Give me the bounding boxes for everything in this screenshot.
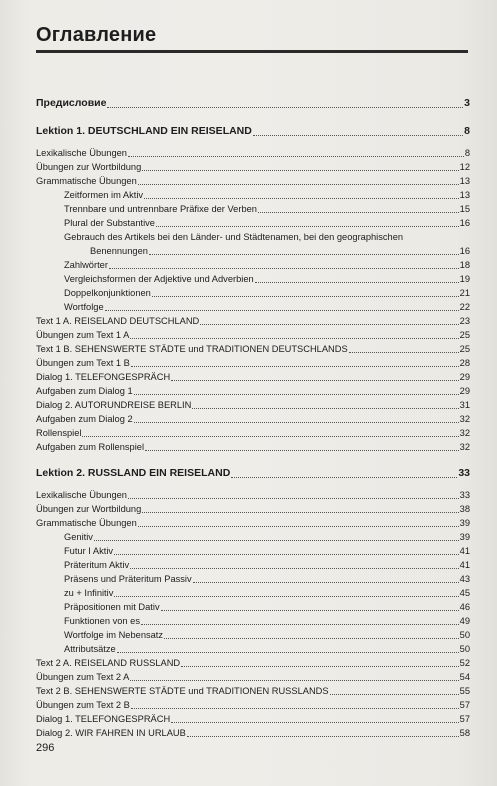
toc-page: 55	[459, 686, 470, 696]
toc-label: Attributsätze	[64, 644, 116, 654]
toc-entry	[36, 712, 470, 726]
toc-page: 31	[459, 400, 470, 410]
toc-entry	[36, 544, 470, 558]
toc-page: 54	[459, 672, 470, 682]
toc-label: Doppelkonjunktionen	[64, 288, 151, 298]
toc-page: 25	[459, 344, 470, 354]
toc-entry	[36, 642, 470, 656]
toc-page: 46	[459, 602, 470, 612]
toc-label: Lexikalische Übungen	[36, 148, 127, 158]
toc-page: 13	[459, 190, 470, 200]
toc-page: 52	[459, 658, 470, 668]
toc-label: Trennbare und untrennbare Präfixe der Verben	[64, 204, 257, 214]
toc-label: Grammatische Übungen	[36, 518, 137, 528]
toc-entry	[36, 258, 470, 272]
toc-entry	[36, 398, 470, 412]
toc-entry	[36, 370, 470, 384]
toc-page: 41	[459, 546, 470, 556]
toc-label: Zahlwörter	[64, 260, 108, 270]
toc-page: 43	[459, 574, 470, 584]
toc-entry	[36, 188, 470, 202]
toc-label: Präpositionen mit Dativ	[64, 602, 160, 612]
toc-page: 33	[458, 467, 470, 479]
toc-page: 58	[459, 728, 470, 738]
toc-page: 57	[459, 714, 470, 724]
toc-page: 50	[459, 630, 470, 640]
toc-label: Text 1 B. SEHENSWERTE STÄDTE und TRADITIONEN DEUTSCHLANDS	[36, 344, 348, 354]
toc-entry	[36, 160, 470, 174]
toc-label: Lektion 1. DEUTSCHLAND EIN REISELAND	[36, 125, 252, 137]
toc-label: zu + Infinitiv	[64, 588, 114, 598]
toc-label: Aufgaben zum Dialog 2	[36, 414, 133, 424]
toc-entry	[36, 286, 470, 300]
toc-page: 15	[459, 204, 470, 214]
toc-entry	[36, 628, 470, 642]
toc-entry	[36, 698, 470, 712]
toc-page: 50	[459, 644, 470, 654]
toc-label: Rollenspiel	[36, 428, 82, 438]
toc-entry	[36, 670, 470, 684]
page-number: 296	[36, 742, 55, 754]
toc-label: Übungen zum Text 2 B	[36, 700, 130, 710]
toc-label: Übungen zum Text 1 B	[36, 358, 130, 368]
toc-entry	[36, 502, 470, 516]
toc-label: Übungen zur Wortbildung	[36, 504, 142, 514]
toc-entry	[36, 314, 470, 328]
toc-page: 57	[459, 700, 470, 710]
toc-page: 32	[459, 414, 470, 424]
toc-entry	[36, 656, 470, 670]
toc-label: Genitiv	[64, 532, 93, 542]
toc-label: Lexikalische Übungen	[36, 490, 127, 500]
toc-entry	[36, 572, 470, 586]
toc-page: 29	[459, 372, 470, 382]
toc-entry-continued: Gebrauch des Artikels bei den Länder- und Städtenamen, bei den geographischen	[64, 232, 404, 242]
toc-page: 18	[459, 260, 470, 270]
toc-label: Dialog 2. AUTORUNDREISE BERLIN	[36, 400, 192, 410]
toc-entry	[36, 300, 470, 314]
toc-label: Präteritum Aktiv	[64, 560, 130, 570]
toc-entry	[36, 328, 470, 342]
toc-label: Dialog 1. TELEFONGESPRÄCH	[36, 714, 171, 724]
toc-page: 8	[464, 148, 470, 158]
toc-entry	[36, 384, 470, 398]
toc-entry	[36, 726, 470, 740]
toc-label: Zeitformen im Aktiv	[64, 190, 144, 200]
toc-page: 23	[459, 316, 470, 326]
toc-page: 22	[459, 302, 470, 312]
toc-page: 21	[459, 288, 470, 298]
toc-entry	[36, 558, 470, 572]
toc-page: 49	[459, 616, 470, 626]
toc-page: 28	[459, 358, 470, 368]
toc-entry	[36, 272, 470, 286]
toc-label: Präsens und Präteritum Passiv	[64, 574, 192, 584]
toc-label: Text 1 A. REISELAND DEUTSCHLAND	[36, 316, 200, 326]
toc-entry	[36, 356, 470, 370]
toc-page: 19	[459, 274, 470, 284]
toc-entry	[36, 412, 470, 426]
toc-entry	[36, 586, 470, 600]
toc-entry	[36, 614, 470, 628]
toc-page: 16	[459, 218, 470, 228]
toc-label: Aufgaben zum Rollenspiel	[36, 442, 145, 452]
toc-page: 16	[459, 246, 470, 256]
toc-page: 45	[459, 588, 470, 598]
toc-label: Lektion 2. RUSSLAND EIN REISELAND	[36, 467, 231, 479]
toc-entry	[36, 426, 470, 440]
toc-page: 41	[459, 560, 470, 570]
toc-entry	[36, 440, 470, 454]
toc-entry	[36, 244, 470, 258]
toc-label: Text 2 A. REISELAND RUSSLAND	[36, 658, 181, 668]
toc-label: Übungen zur Wortbildung	[36, 162, 142, 172]
toc-page: 12	[459, 162, 470, 172]
toc-entry	[36, 174, 470, 188]
toc-page: 33	[459, 490, 470, 500]
toc-preface	[36, 94, 470, 112]
toc-page: 32	[459, 428, 470, 438]
toc-page: 29	[459, 386, 470, 396]
page-title: Оглавление	[36, 24, 157, 46]
toc-label: Vergleichsformen der Adjektive und Adverbien	[64, 274, 254, 284]
toc-page: 25	[459, 330, 470, 340]
toc-lektion2-heading	[36, 464, 470, 482]
toc-label: Wortfolge	[64, 302, 104, 312]
toc-page: 38	[459, 504, 470, 514]
toc-label: Text 2 B. SEHENSWERTE STÄDTE und TRADITIONEN RUSSLANDS	[36, 686, 329, 696]
toc-label: Wortfolge im Nebensatz	[64, 630, 164, 640]
toc-entry	[36, 342, 470, 356]
toc-entry	[36, 516, 470, 530]
toc-label: Dialog 1. TELEFONGESPRÄCH	[36, 372, 171, 382]
toc-label: Funktionen von es	[64, 616, 140, 626]
toc-page: 8	[464, 125, 470, 137]
toc-entry	[36, 488, 470, 502]
toc-label: Aufgaben zum Dialog 1	[36, 386, 133, 396]
toc-entry	[36, 684, 470, 698]
toc-label: Plural der Substantive	[64, 218, 155, 228]
toc-entry	[36, 530, 470, 544]
title-rule	[36, 50, 468, 53]
toc-page: 32	[459, 442, 470, 452]
toc-page: 39	[459, 518, 470, 528]
toc-label: Benennungen	[90, 246, 148, 256]
toc-label: Grammatische Übungen	[36, 176, 137, 186]
toc-label: Übungen zum Text 1 A	[36, 330, 130, 340]
toc-entry	[36, 600, 470, 614]
toc-label: Futur I Aktiv	[64, 546, 114, 556]
toc-entry	[36, 202, 470, 216]
toc-label: Предисловие	[36, 97, 107, 109]
toc-entry	[36, 146, 470, 160]
toc-label: Dialog 2. WIR FAHREN IN URLAUB	[36, 728, 186, 738]
toc-entry	[36, 216, 470, 230]
toc-page: 13	[459, 176, 470, 186]
toc-page: 3	[464, 97, 470, 109]
toc-label: Übungen zum Text 2 A	[36, 672, 130, 682]
toc-page: 39	[459, 532, 470, 542]
toc-lektion1-heading	[36, 122, 470, 140]
table-of-contents	[36, 94, 470, 740]
